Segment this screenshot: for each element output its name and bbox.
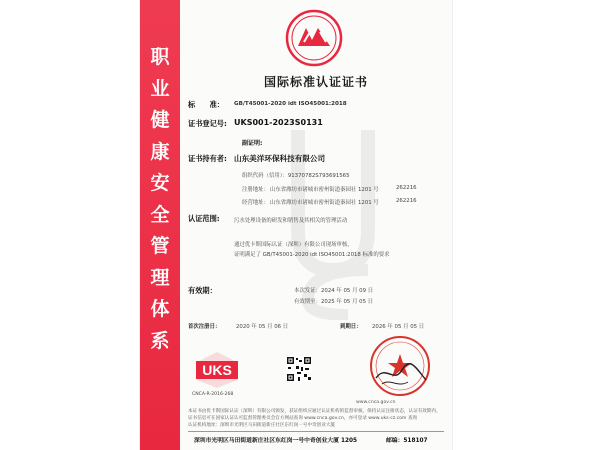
statement-line-2: 证明满足了 GB/T45001-2020 idt ISO45001:2018 标准的要求 <box>234 252 390 258</box>
footer-line-3: 认证机构地址：深圳市光明区马田街道新庄社区东红岗一号中奇创业大厦 <box>188 423 336 428</box>
sidebar-char: 体 <box>150 298 170 320</box>
op-address: 山东省潍坊市诸城市密州街道秦园社 1201 号 <box>270 200 379 206</box>
badge-code: CNCA-R-2016-268 <box>192 392 234 397</box>
footer-website: www.cnca.gov.cn <box>356 400 396 405</box>
org-code: 组织代码（信用）：91370782S793691565 <box>242 173 350 179</box>
sidebar-char: 安 <box>150 172 170 194</box>
op-postcode: 262216 <box>396 198 417 204</box>
holder-name: 山东美洋环保科技有限公司 <box>234 154 326 163</box>
reg-address: 山东省潍坊市诸城市密州街道秦园社 1201 号 <box>270 187 379 193</box>
holder-label: 证书持有者: <box>188 154 227 163</box>
sidebar-char: 系 <box>150 329 170 352</box>
company-seal-icon <box>368 334 432 398</box>
standard-value: GB/T45001-2020 idt ISO45001:2018 <box>234 101 347 107</box>
sidebar-char: 职 <box>150 46 170 68</box>
sidebar-char: 全 <box>150 203 170 226</box>
sidebar-char: 理 <box>150 266 170 289</box>
first-issue-date: 2020 年 05 月 06 日 <box>236 324 289 330</box>
valid-from: 本次发证：2024 年 05 月 09 日 <box>294 288 374 294</box>
sidebar-char: 管 <box>150 235 170 257</box>
expiry-date: 2026 年 05 月 05 日 <box>372 324 425 330</box>
reg-postcode: 262216 <box>396 185 417 191</box>
reg-no-label: 证书登记号: <box>188 119 227 128</box>
reg-no-value: UKS001-2023S0131 <box>234 118 323 127</box>
footer-divider <box>188 431 444 432</box>
footer-line-1: 本证书由优卡斯国际认证（深圳）有限公司颁发，获证组织应通过认证机构的监督审核，保持认证注册状态，认证有效期内， <box>188 409 441 414</box>
scope-value: 污水处理设备的研发和销售及其相关的管理活动 <box>234 218 348 224</box>
op-address-label: 经营地址： <box>242 200 269 206</box>
uks-accreditation-badge <box>192 350 242 397</box>
sidebar-char: 康 <box>150 140 170 163</box>
first-issue-label: 首次注册日： <box>188 324 221 330</box>
certificate <box>140 0 452 450</box>
footer-line-2: 证书信息可在国家认证认可监督管理委员会官方网站查询 www.cnca.gov.cn，亦可登录 www.uks-cz.com 查询 <box>188 416 418 421</box>
sidebar-band <box>140 0 180 450</box>
valid-to: 有效期至：2025 年 05 月 05 日 <box>294 299 374 305</box>
qr-code-icon <box>286 356 312 382</box>
sidebar-title <box>140 42 180 357</box>
uks-badge-text: UKS <box>202 362 232 378</box>
uks-logo-icon <box>284 8 344 68</box>
subcert-label: 副证明: <box>242 140 263 147</box>
statement-line-1: 通过优卡斯国际认证（深圳）有限公司现场审核， <box>234 242 353 248</box>
validity-label: 有效期： <box>188 286 217 295</box>
scope-label: 认证范围: <box>188 214 220 223</box>
footer-address: 深圳市光明区马田街道新庄社区东红岗一号中奇创业大厦 1205 <box>194 438 358 444</box>
reg-address-label: 注册地址： <box>242 187 269 193</box>
standard-label: 标 准： <box>188 100 224 109</box>
sidebar-char: 业 <box>150 77 170 100</box>
uks-badge-icon <box>192 350 242 390</box>
footer-postcode: 邮编：518107 <box>386 438 428 444</box>
certificate-title: 国际标准认证证书 <box>263 75 368 89</box>
sidebar-char: 健 <box>150 109 170 131</box>
expiry-label: 到期日： <box>340 324 362 330</box>
